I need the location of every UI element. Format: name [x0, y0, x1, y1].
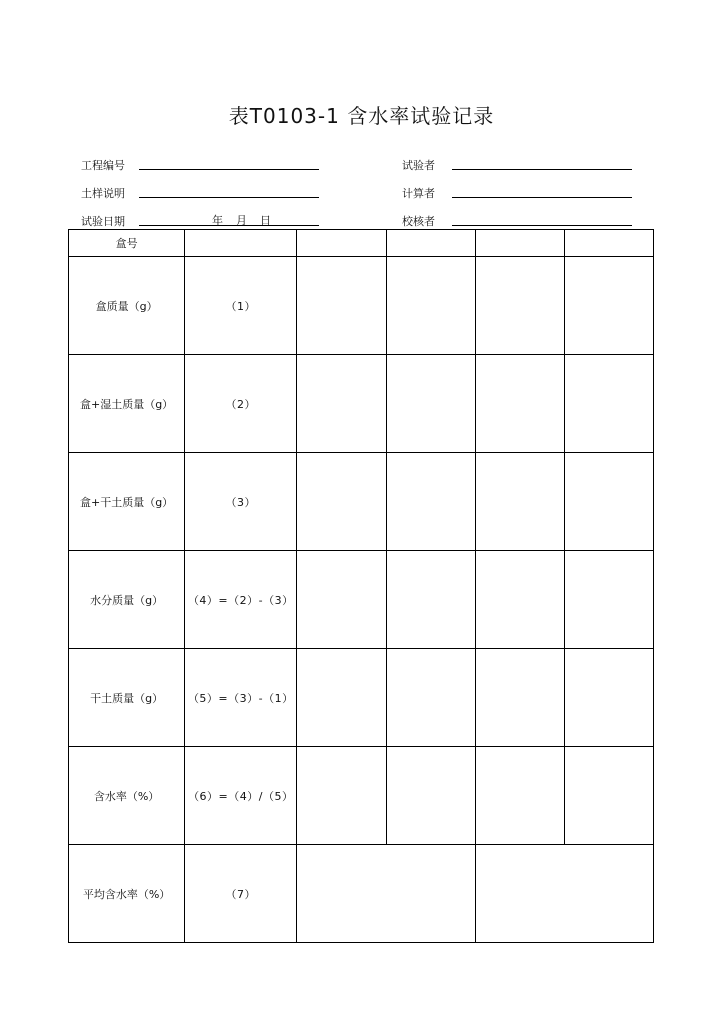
average-row [69, 845, 654, 943]
data-cell[interactable] [297, 649, 386, 747]
table-row [69, 551, 654, 649]
data-cell[interactable] [564, 355, 653, 453]
data-cell[interactable] [386, 453, 475, 551]
data-cell[interactable] [297, 453, 386, 551]
average-data-cell[interactable] [297, 845, 475, 943]
box-no-cell[interactable] [297, 230, 386, 257]
tester-field[interactable] [452, 169, 632, 170]
data-cell[interactable] [297, 747, 386, 845]
row-label: 干土质量（g） [69, 649, 185, 747]
data-cell[interactable] [297, 355, 386, 453]
date-month-label: 月 [236, 214, 247, 227]
data-cell[interactable] [386, 355, 475, 453]
row-label: 水分质量（g） [69, 551, 185, 649]
table-row [69, 649, 654, 747]
tester-label: 试验者 [402, 159, 435, 172]
project-no-field[interactable] [139, 169, 319, 170]
data-cell[interactable] [475, 649, 564, 747]
data-cell[interactable] [564, 649, 653, 747]
table-row [69, 355, 654, 453]
data-cell[interactable] [297, 257, 386, 355]
average-formula: （7） [185, 845, 297, 943]
calculator-field[interactable] [452, 197, 632, 198]
row-formula: （6）=（4）/（5） [185, 747, 297, 845]
box-no-cell[interactable] [564, 230, 653, 257]
sample-desc-field[interactable] [139, 197, 319, 198]
box-no-cell[interactable] [185, 230, 297, 257]
data-cell[interactable] [386, 747, 475, 845]
table-row [69, 453, 654, 551]
checker-label: 校核者 [402, 215, 435, 228]
calculator-label: 计算者 [402, 187, 435, 200]
page-title: 表T0103-1 含水率试验记录 [228, 104, 495, 128]
data-cell[interactable] [475, 355, 564, 453]
table-row [69, 747, 654, 845]
row-formula: （5）=（3）-（1） [185, 649, 297, 747]
average-label: 平均含水率（%） [69, 845, 185, 943]
data-cell[interactable] [475, 453, 564, 551]
row-formula: （3） [185, 453, 297, 551]
data-cell[interactable] [564, 747, 653, 845]
data-cell[interactable] [564, 551, 653, 649]
data-cell[interactable] [386, 551, 475, 649]
box-no-cell[interactable] [475, 230, 564, 257]
box-no-cell[interactable] [386, 230, 475, 257]
row-formula: （4）=（2）-（3） [185, 551, 297, 649]
data-cell[interactable] [564, 257, 653, 355]
date-day-label: 日 [260, 214, 271, 227]
project-no-label: 工程编号 [81, 159, 125, 172]
row-formula: （1） [185, 257, 297, 355]
test-date-field[interactable] [139, 225, 319, 226]
row-label: 盒+干土质量（g） [69, 453, 185, 551]
data-cell[interactable] [386, 257, 475, 355]
row-formula: （2） [185, 355, 297, 453]
row-label: 盒质量（g） [69, 257, 185, 355]
row-label: 含水率（%） [69, 747, 185, 845]
data-cell[interactable] [564, 453, 653, 551]
data-cell[interactable] [475, 747, 564, 845]
data-cell[interactable] [475, 257, 564, 355]
data-cell[interactable] [386, 649, 475, 747]
average-data-cell[interactable] [475, 845, 653, 943]
table-row [69, 257, 654, 355]
test-date-label: 试验日期 [81, 215, 125, 228]
checker-field[interactable] [452, 225, 632, 226]
data-cell[interactable] [475, 551, 564, 649]
date-year-label: 年 [212, 214, 223, 227]
data-cell[interactable] [297, 551, 386, 649]
row-label: 盒+湿土质量（g） [69, 355, 185, 453]
table-header-row [69, 230, 654, 257]
box-no-header: 盒号 [69, 230, 185, 257]
sample-desc-label: 土样说明 [81, 187, 125, 200]
moisture-content-record-table [68, 229, 654, 943]
